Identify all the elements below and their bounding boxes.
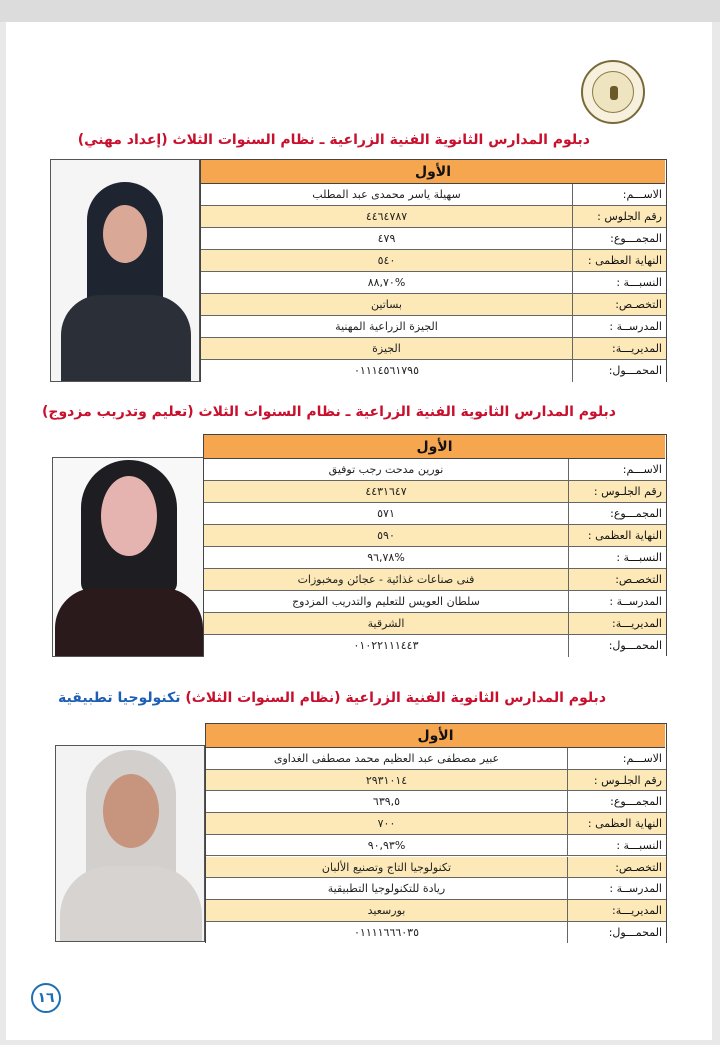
row-value: الجيزة [201,338,573,359]
section-1-heading [78,132,590,148]
row-label: المدرســة : [609,882,662,896]
floral-top-icon [55,588,203,657]
section-2-table [203,434,667,656]
table-row [201,250,666,272]
row-value: الشرقية [204,613,569,634]
table-row [204,569,666,591]
row-label: الاســـم: [622,188,662,201]
section-1-table [200,159,667,382]
row-value: %٨٨,٧٠ [201,272,573,293]
section-1-heading-sub: (إعداد مهني) [77,132,168,148]
table-row [204,525,666,547]
row-value: ٤٤٣١٦٤٧ [204,481,569,502]
table-row [201,316,666,338]
row-label: المدرســة : [609,595,662,608]
row-value: سلطان العويس للتعليم والتدريب المزدوج [204,591,569,612]
table-row [204,591,666,613]
row-value: ريادة للتكنولوجيا التطبيقية [206,878,568,899]
section-2-heading-main: دبلوم المدارس الثانوية الفنية الزراعية ـ نظام السنوات الثلاث [198,404,616,420]
row-label: النهاية العظمى : [587,529,662,542]
table-row [206,791,666,813]
ministry-seal-icon [581,60,645,124]
row-value: ٤٧٩ [201,228,573,249]
row-label: الاســـم: [622,463,662,476]
shoulders-icon [60,866,202,942]
row-value: ٠١١١١٦٦٦٠٣٥ [206,922,568,944]
table-row [206,900,666,922]
row-value: سهيلة ياسر محمدى عبد المطلب [201,184,573,205]
row-label: النهاية العظمى : [587,254,662,267]
section-3-photo [55,745,205,942]
table-row [201,338,666,360]
row-label: المجمـــوع: [610,795,662,809]
row-value: ٤٤٦٤٧٨٧ [201,206,573,227]
row-label: النسبـــة : [616,276,662,289]
section-3-table [205,723,667,943]
eagle-icon [610,86,618,100]
row-label: المديريـــة: [611,617,662,630]
row-value: ٥٩٠ [204,525,569,546]
table-row [204,503,666,525]
table-row [204,613,666,635]
row-value: %٩٠,٩٣ [206,835,568,856]
row-label: النسبـــة : [616,838,662,852]
rank-header: الأول [204,435,665,459]
section-3-heading [58,690,606,706]
row-label: المديريـــة: [611,342,662,355]
row-value: ٠١٠٢٢١١١٤٤٣ [204,635,569,657]
table-row [206,922,666,944]
table-row [206,748,666,770]
table-row [201,206,666,228]
rank-header: الأول [206,724,665,748]
row-label: المدرســة : [609,320,662,333]
seal-inner [592,71,634,113]
table-row [206,878,666,900]
row-value: ٥٧١ [204,503,569,524]
row-value: عبير مصطفى عبد العظيم محمد مصطفى الغداوى [206,748,568,769]
row-label: النهاية العظمى : [587,817,662,831]
row-label: المحمـــول: [608,639,662,652]
table-row [206,770,666,792]
row-value: بساتين [201,294,573,315]
row-label: المجمـــوع: [610,507,662,520]
section-2-heading-sub: (تعليم وتدريب مزدوج) [41,404,194,420]
row-label: رقم الجلـوس : [593,485,662,498]
row-label: التخصـص: [615,298,662,311]
table-row [201,272,666,294]
face-icon [103,205,147,263]
row-label: المحمـــول: [608,925,662,939]
row-value: فنى صناعات غذائية - عجائن ومخبوزات [204,569,569,590]
row-value: بورسعيد [206,900,568,921]
section-1-heading-main: دبلوم المدارس الثانوية الفنية الزراعية ـ نظام السنوات الثلاث [172,132,590,148]
row-value: ٥٤٠ [201,250,573,271]
table-row [201,184,666,206]
row-label: رقم الجلـوس : [593,773,662,787]
row-value: نورين مدحت رجب توفيق [204,459,569,480]
row-value: ٠١١١٤٥٦١٧٩٥ [201,360,573,382]
row-label: المجمـــوع: [610,232,662,245]
row-value: الجيزة الزراعية المهنية [201,316,573,337]
row-label: المحمـــول: [608,364,662,377]
row-label: المديريـــة: [611,903,662,917]
section-2-photo [52,457,204,657]
row-value: تكنولوجيا التاج وتصنيع الألبان [206,857,568,878]
table-row [204,459,666,481]
section-3-heading-sub: تكنولوجيا تطبيقية [58,690,181,706]
section-3-heading-main: دبلوم المدارس الثانوية الفنية الزراعية (نظام السنوات الثلاث) [185,690,606,706]
row-label: الاســـم: [622,752,662,765]
page-number: ١٦ [31,983,61,1013]
table-row [206,813,666,835]
table-row [206,835,666,857]
row-label: التخصـص: [615,860,662,874]
section-1-photo [50,159,200,382]
table-row [204,635,666,657]
face-icon [103,774,159,848]
row-value: ٢٩٣١٠١٤ [206,770,568,791]
table-row [204,547,666,569]
table-row [206,857,666,879]
table-row [201,294,666,316]
face-icon [101,476,157,556]
row-label: رقم الجلوس : [597,210,662,223]
top-margin [0,0,720,22]
section-2-heading [42,404,616,420]
row-value: %٩٦,٧٨ [204,547,569,568]
table-row [201,360,666,382]
table-row [204,481,666,503]
row-value: ٧٠٠ [206,813,568,834]
rank-header: الأول [201,160,665,184]
table-row [201,228,666,250]
row-label: النسبـــة : [616,551,662,564]
shoulders-icon [61,295,191,382]
row-label: التخصـص: [615,573,662,586]
row-value: ٦٣٩,٥ [206,791,568,812]
